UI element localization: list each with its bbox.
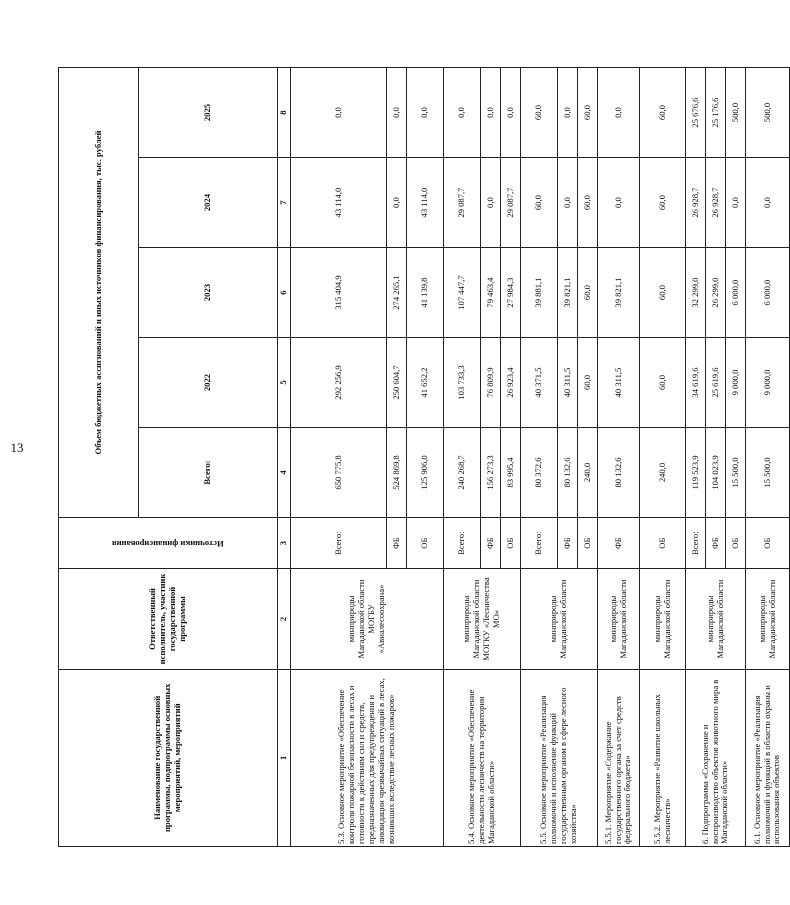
index-row [278,68,291,847]
row-2022: 9 000,0 [746,338,790,428]
index-cell: 1 [278,669,291,846]
header-budget-group: Объем бюджетных ассигнований и иных источников финансирования, тыс. рублей [59,68,139,518]
header-name: Наименование государственной программы, подпрограммы основных мероприятий, мероприятий [59,669,278,846]
row-2022: 76 809,9 [481,338,501,428]
header-source-label: Источники финансирования [112,539,224,550]
index-cell: 5 [278,338,291,428]
row-2025: 500,0 [746,68,790,158]
row-source: ОБ [640,517,686,568]
header-year: 2024 [139,158,278,248]
row-2022: 60,0 [578,338,598,428]
row-2024: 0,0 [598,158,640,248]
row-2022: 292 256,9 [291,338,387,428]
row-2023: 60,0 [578,248,598,338]
page-number: 13 [10,440,24,455]
row-2023: 39 881,1 [521,248,558,338]
row-2022: 26 923,4 [501,338,521,428]
row-2024: 43 114,0 [407,158,444,248]
row-2025: 0,0 [407,68,444,158]
row-responsible: минприроды Магаданской области МОГКУ «Лесничества МО» [444,569,521,669]
row-source: ОБ [726,517,746,568]
table-row [640,68,686,847]
row-source: ФБ [481,517,501,568]
row-source: ОБ [501,517,521,568]
row-total: 119 523,9 [686,428,706,518]
row-name: 5.4. Основное мероприятие «Обеспечение деятельности лесничеств на территории Магаданской области» [444,669,521,846]
index-cell: 3 [278,517,291,568]
row-2024: 0,0 [746,158,790,248]
row-2024: 43 114,0 [291,158,387,248]
table-row [598,68,640,847]
row-2025: 60,0 [640,68,686,158]
financing-table [58,67,790,847]
row-2025: 0,0 [558,68,578,158]
header-year: 2022 [139,338,278,428]
row-total: 240 268,7 [444,428,481,518]
row-name: 5.5.1. Мероприятие «Содержание государственного органа за счет средств федерального бюджета» [598,669,640,846]
row-2022: 9 000,0 [726,338,746,428]
row-source: ФБ [598,517,640,568]
index-cell: 2 [278,569,291,669]
row-2023: 79 463,4 [481,248,501,338]
row-total: 80 372,6 [521,428,558,518]
row-total: 104 023,9 [706,428,726,518]
row-2024: 0,0 [558,158,578,248]
rotated-table-stage [58,67,782,847]
row-2025: 0,0 [387,68,407,158]
row-2023: 274 265,1 [387,248,407,338]
row-2025: 60,0 [578,68,598,158]
row-responsible: минприроды Магаданской области [521,569,598,669]
row-2024: 60,0 [640,158,686,248]
row-name: 6. Подпрограмма «Сохранение и воспроизводство объектов животного мира в Магаданской области» [686,669,746,846]
header-total: Всего: [139,428,278,518]
row-responsible: минприроды Магаданской области [746,569,790,669]
row-2022: 40 311,5 [558,338,578,428]
row-2023: 60,0 [640,248,686,338]
table-row [686,68,706,847]
row-2024: 26 928,7 [686,158,706,248]
row-name: 5.5. Основное мероприятие «Реализация полномочий и исполнение функций государственным органом в сфере лесного хозяйства» [521,669,598,846]
index-cell: 8 [278,68,291,158]
row-source: Всего: [291,517,387,568]
row-2023: 32 299,0 [686,248,706,338]
row-2022: 250 604,7 [387,338,407,428]
row-2022: 34 619,6 [686,338,706,428]
header-source [59,517,278,568]
row-total: 240,0 [640,428,686,518]
table-row [291,68,387,847]
row-total: 15 500,0 [726,428,746,518]
row-2025: 25 176,6 [706,68,726,158]
row-2025: 0,0 [444,68,481,158]
row-2023: 315 404,9 [291,248,387,338]
row-2025: 25 676,6 [686,68,706,158]
table-row [444,68,481,847]
row-2024: 60,0 [521,158,558,248]
row-2025: 0,0 [598,68,640,158]
row-2023: 39 821,1 [558,248,578,338]
row-2023: 41 139,8 [407,248,444,338]
row-source: ОБ [407,517,444,568]
row-2022: 60,0 [640,338,686,428]
row-2025: 500,0 [726,68,746,158]
row-2024: 0,0 [726,158,746,248]
row-2025: 0,0 [501,68,521,158]
row-2024: 29 087,7 [444,158,481,248]
header-responsible: Ответственный исполнитель, участник государственной программы [59,569,278,669]
row-total: 80 132,6 [558,428,578,518]
row-2023: 6 000,0 [746,248,790,338]
row-total: 80 132,6 [598,428,640,518]
row-source: ФБ [387,517,407,568]
index-cell: 7 [278,158,291,248]
row-2025: 60,0 [521,68,558,158]
row-2023: 107 447,7 [444,248,481,338]
row-total: 125 906,0 [407,428,444,518]
row-source: ФБ [706,517,726,568]
row-responsible: минприроды Магаданской области [686,569,746,669]
row-2022: 41 652,2 [407,338,444,428]
row-responsible: минприроды Магаданской области [598,569,640,669]
row-2024: 0,0 [481,158,501,248]
row-2022: 103 733,3 [444,338,481,428]
row-source: ОБ [746,517,790,568]
row-name: 5.5.2. Мероприятие «Развитие школьных лесничеств» [640,669,686,846]
row-2022: 40 311,5 [598,338,640,428]
header-year: 2023 [139,248,278,338]
row-name: 6.1. Основное мероприятие «Реализация полномочий и функций в области охраны и использования объектов [746,669,790,846]
row-2025: 0,0 [291,68,387,158]
row-total: 650 775,8 [291,428,387,518]
row-2023: 6 000,0 [726,248,746,338]
row-total: 524 869,8 [387,428,407,518]
index-cell: 6 [278,248,291,338]
row-2023: 27 984,3 [501,248,521,338]
row-2025: 0,0 [481,68,501,158]
index-cell: 4 [278,428,291,518]
row-source: Всего: [686,517,706,568]
row-total: 83 995,4 [501,428,521,518]
table-row [746,68,790,847]
header-year: 2025 [139,68,278,158]
row-2022: 25 619,6 [706,338,726,428]
row-responsible: минприроды Магаданской области МОГБУ «Авиалесоохрана» [291,569,444,669]
row-total: 240,0 [578,428,598,518]
row-name: 5.3. Основное мероприятие «Обеспечение контроля пожарной безопасности в лесах и готовности к действиям сил и средств, предназначенных для предупреждения и ликвидации чрезвычайных ситуаций в лесах, возникших вследствие лесных пожаров» [291,669,444,846]
row-2023: 26 299,0 [706,248,726,338]
row-2024: 0,0 [387,158,407,248]
row-total: 156 273,3 [481,428,501,518]
row-2024: 26 928,7 [706,158,726,248]
row-source: Всего: [521,517,558,568]
row-source: ФБ [558,517,578,568]
row-responsible: минприроды Магаданской области [640,569,686,669]
row-2023: 39 821,1 [598,248,640,338]
row-2024: 29 087,7 [501,158,521,248]
row-total: 15 500,0 [746,428,790,518]
row-2024: 60,0 [578,158,598,248]
row-2022: 40 371,5 [521,338,558,428]
row-source: Всего: [444,517,481,568]
table-row [521,68,558,847]
row-source: ОБ [578,517,598,568]
